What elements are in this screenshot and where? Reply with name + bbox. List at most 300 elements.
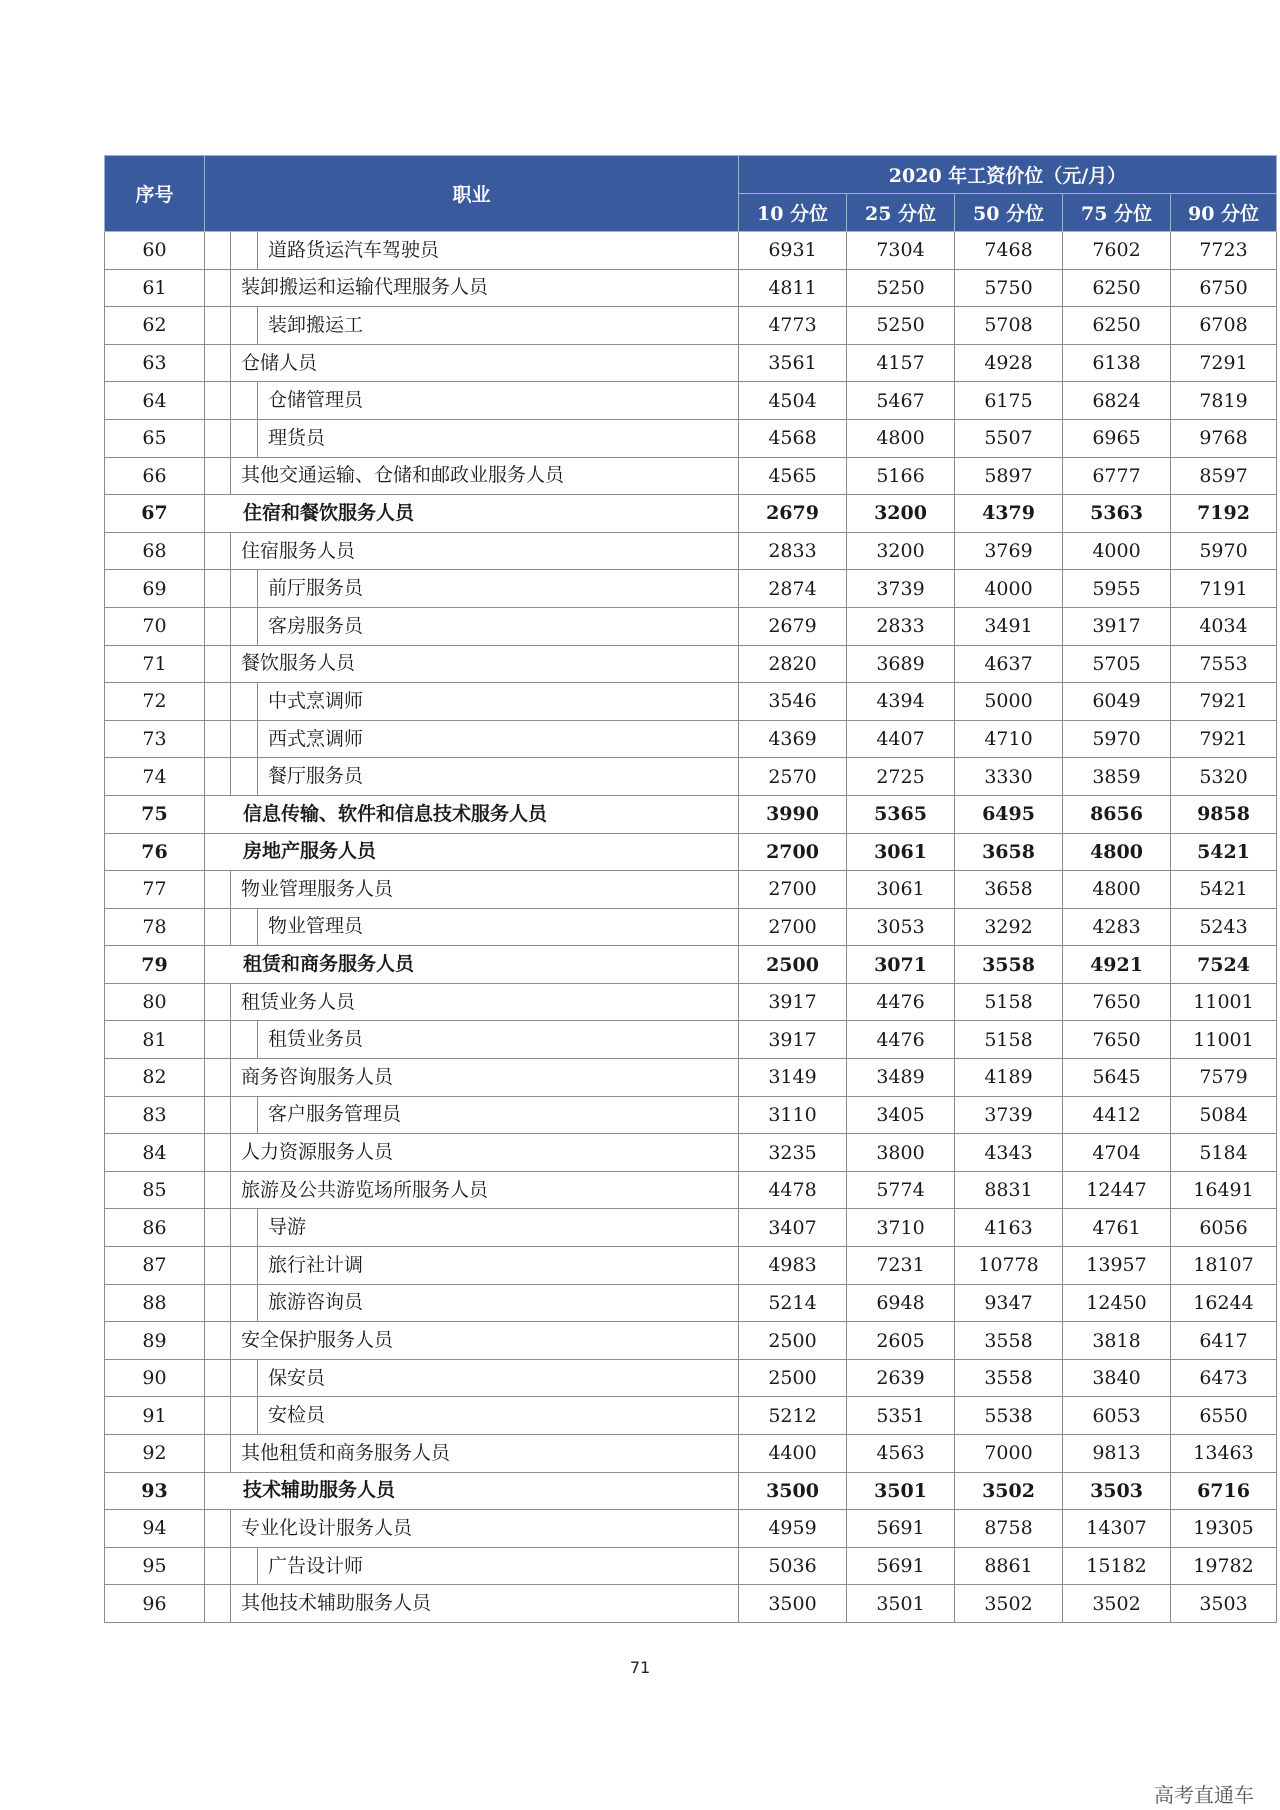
indent-cell [205, 1510, 231, 1548]
table-row [105, 1510, 1277, 1548]
indent-cell [231, 570, 258, 608]
occupation-name: 商务咨询服务人员 [231, 1059, 739, 1097]
wage-p25: 5467 [847, 382, 955, 420]
indent-cell [231, 382, 258, 420]
wage-p75: 9813 [1063, 1435, 1171, 1473]
indent-cell [205, 758, 231, 796]
wage-p50: 8831 [955, 1171, 1063, 1209]
occupation-name: 餐厅服务员 [258, 758, 739, 796]
wage-p75: 3502 [1063, 1585, 1171, 1623]
table-body [105, 232, 1277, 1623]
wage-p25: 2725 [847, 758, 955, 796]
row-index: 77 [105, 871, 205, 909]
table-row [105, 1585, 1277, 1623]
row-index: 65 [105, 419, 205, 457]
header-wage-group: 2020 年工资价位（元/月） [739, 156, 1277, 194]
wage-p10: 3110 [739, 1096, 847, 1134]
occupation-name: 导游 [258, 1209, 739, 1247]
wage-p90: 3503 [1171, 1585, 1277, 1623]
row-index: 74 [105, 758, 205, 796]
wage-p50: 8861 [955, 1547, 1063, 1585]
row-index: 92 [105, 1435, 205, 1473]
wage-p90: 18107 [1171, 1247, 1277, 1285]
occupation-name: 安检员 [258, 1397, 739, 1435]
row-index: 68 [105, 532, 205, 570]
wage-p90: 5184 [1171, 1134, 1277, 1172]
occupation-name: 租赁业务员 [258, 1021, 739, 1059]
wage-p90: 7191 [1171, 570, 1277, 608]
wage-p75: 5705 [1063, 645, 1171, 683]
header-occupation: 职业 [205, 156, 739, 232]
wage-p10: 6931 [739, 232, 847, 270]
wage-p25: 3061 [847, 871, 955, 909]
indent-cell [205, 1547, 231, 1585]
wage-p90: 16244 [1171, 1284, 1277, 1322]
wage-p90: 6750 [1171, 269, 1277, 307]
wage-p75: 12450 [1063, 1284, 1171, 1322]
occupation-name: 技术辅助服务人员 [205, 1472, 739, 1510]
wage-p75: 7650 [1063, 1021, 1171, 1059]
indent-cell [205, 344, 231, 382]
row-index: 71 [105, 645, 205, 683]
wage-p50: 3330 [955, 758, 1063, 796]
table-row [105, 382, 1277, 420]
wage-p50: 3502 [955, 1585, 1063, 1623]
wage-p25: 3489 [847, 1059, 955, 1097]
wage-p10: 5212 [739, 1397, 847, 1435]
occupation-name: 租赁业务人员 [231, 983, 739, 1021]
wage-p50: 7468 [955, 232, 1063, 270]
indent-cell [231, 1359, 258, 1397]
indent-cell [231, 1284, 258, 1322]
occupation-name: 人力资源服务人员 [231, 1134, 739, 1172]
wage-p90: 19782 [1171, 1547, 1277, 1585]
header-p50: 50 分位 [955, 194, 1063, 232]
wage-p50: 4163 [955, 1209, 1063, 1247]
occupation-name: 西式烹调师 [258, 720, 739, 758]
wage-p25: 4476 [847, 1021, 955, 1059]
wage-p25: 5365 [847, 795, 955, 833]
wage-p10: 4959 [739, 1510, 847, 1548]
occupation-name: 旅行社计调 [258, 1247, 739, 1285]
wage-p75: 15182 [1063, 1547, 1171, 1585]
occupation-name: 物业管理服务人员 [231, 871, 739, 909]
wage-p75: 4412 [1063, 1096, 1171, 1134]
wage-p10: 2679 [739, 495, 847, 533]
wage-p90: 9858 [1171, 795, 1277, 833]
table-row [105, 307, 1277, 345]
table-row [105, 1134, 1277, 1172]
row-index: 85 [105, 1171, 205, 1209]
row-index: 62 [105, 307, 205, 345]
header-p75: 75 分位 [1063, 194, 1171, 232]
occupation-name: 仓储管理员 [258, 382, 739, 420]
row-index: 78 [105, 908, 205, 946]
wage-p25: 5351 [847, 1397, 955, 1435]
table-row [105, 1209, 1277, 1247]
wage-p90: 6473 [1171, 1359, 1277, 1397]
occupation-name: 旅游咨询员 [258, 1284, 739, 1322]
occupation-name: 其他租赁和商务服务人员 [231, 1435, 739, 1473]
indent-cell [205, 269, 231, 307]
wage-p10: 3235 [739, 1134, 847, 1172]
table-row [105, 269, 1277, 307]
header-index: 序号 [105, 156, 205, 232]
wage-p10: 3546 [739, 683, 847, 721]
wage-p10: 2820 [739, 645, 847, 683]
indent-cell [231, 1096, 258, 1134]
wage-p90: 7524 [1171, 946, 1277, 984]
table-row [105, 1059, 1277, 1097]
occupation-name: 房地产服务人员 [205, 833, 739, 871]
wage-p50: 8758 [955, 1510, 1063, 1548]
wage-p50: 5750 [955, 269, 1063, 307]
indent-cell [231, 1021, 258, 1059]
wage-p75: 4000 [1063, 532, 1171, 570]
wage-p50: 5000 [955, 683, 1063, 721]
table-row [105, 1472, 1277, 1510]
wage-p25: 3061 [847, 833, 955, 871]
row-index: 88 [105, 1284, 205, 1322]
wage-p25: 5691 [847, 1510, 955, 1548]
occupation-name: 其他交通运输、仓储和邮政业服务人员 [231, 457, 739, 495]
row-index: 81 [105, 1021, 205, 1059]
indent-cell [205, 1435, 231, 1473]
wage-p90: 5243 [1171, 908, 1277, 946]
occupation-name: 装卸搬运和运输代理服务人员 [231, 269, 739, 307]
indent-cell [231, 1547, 258, 1585]
wage-p10: 3500 [739, 1585, 847, 1623]
wage-p90: 8597 [1171, 457, 1277, 495]
wage-p75: 4800 [1063, 833, 1171, 871]
indent-cell [205, 645, 231, 683]
wage-p50: 3502 [955, 1472, 1063, 1510]
row-index: 90 [105, 1359, 205, 1397]
indent-cell [205, 1247, 231, 1285]
wage-p75: 6777 [1063, 457, 1171, 495]
table-row [105, 1359, 1277, 1397]
wage-p25: 3405 [847, 1096, 955, 1134]
occupation-name: 物业管理员 [258, 908, 739, 946]
indent-cell [205, 532, 231, 570]
indent-cell [205, 1096, 231, 1134]
wage-p10: 4568 [739, 419, 847, 457]
occupation-name: 餐饮服务人员 [231, 645, 739, 683]
wage-p90: 9768 [1171, 419, 1277, 457]
wage-p10: 3990 [739, 795, 847, 833]
wage-p25: 5250 [847, 307, 955, 345]
row-index: 72 [105, 683, 205, 721]
wage-p75: 4800 [1063, 871, 1171, 909]
wage-p10: 3917 [739, 1021, 847, 1059]
wage-p25: 4394 [847, 683, 955, 721]
indent-cell [231, 720, 258, 758]
wage-p25: 4476 [847, 983, 955, 1021]
wage-p25: 7304 [847, 232, 955, 270]
wage-p50: 7000 [955, 1435, 1063, 1473]
wage-p75: 6053 [1063, 1397, 1171, 1435]
occupation-name: 住宿和餐饮服务人员 [205, 495, 739, 533]
wage-p10: 2700 [739, 833, 847, 871]
wage-p75: 12447 [1063, 1171, 1171, 1209]
indent-cell [205, 1322, 231, 1360]
wage-p25: 6948 [847, 1284, 955, 1322]
indent-cell [205, 908, 231, 946]
wage-p50: 3658 [955, 833, 1063, 871]
wage-p25: 3739 [847, 570, 955, 608]
row-index: 69 [105, 570, 205, 608]
table-row [105, 232, 1277, 270]
wage-p25: 4563 [847, 1435, 955, 1473]
wage-p90: 5320 [1171, 758, 1277, 796]
wage-p90: 6056 [1171, 1209, 1277, 1247]
header-p25: 25 分位 [847, 194, 955, 232]
wage-p50: 3491 [955, 607, 1063, 645]
indent-cell [231, 232, 258, 270]
occupation-name: 中式烹调师 [258, 683, 739, 721]
wage-p90: 7192 [1171, 495, 1277, 533]
wage-p75: 7650 [1063, 983, 1171, 1021]
wage-p25: 3501 [847, 1472, 955, 1510]
table-row [105, 1096, 1277, 1134]
wage-p50: 4379 [955, 495, 1063, 533]
wage-p25: 3200 [847, 532, 955, 570]
table-row [105, 1397, 1277, 1435]
occupation-name: 道路货运汽车驾驶员 [258, 232, 739, 270]
wage-p25: 5166 [847, 457, 955, 495]
wage-p75: 3818 [1063, 1322, 1171, 1360]
wage-p10: 4478 [739, 1171, 847, 1209]
wage-p90: 7291 [1171, 344, 1277, 382]
indent-cell [205, 983, 231, 1021]
wage-p50: 6495 [955, 795, 1063, 833]
row-index: 67 [105, 495, 205, 533]
wage-p10: 4983 [739, 1247, 847, 1285]
wage-p10: 4811 [739, 269, 847, 307]
wage-p75: 4704 [1063, 1134, 1171, 1172]
wage-p50: 4000 [955, 570, 1063, 608]
table-row [105, 683, 1277, 721]
row-index: 79 [105, 946, 205, 984]
wage-p10: 2679 [739, 607, 847, 645]
wage-p25: 3071 [847, 946, 955, 984]
occupation-name: 前厅服务员 [258, 570, 739, 608]
wage-p50: 5158 [955, 983, 1063, 1021]
wage-p25: 2605 [847, 1322, 955, 1360]
wage-p50: 3558 [955, 1322, 1063, 1360]
indent-cell [205, 570, 231, 608]
wage-p25: 4800 [847, 419, 955, 457]
header-p10: 10 分位 [739, 194, 847, 232]
occupation-name: 客户服务管理员 [258, 1096, 739, 1134]
row-index: 95 [105, 1547, 205, 1585]
wage-p90: 6716 [1171, 1472, 1277, 1510]
wage-p90: 6417 [1171, 1322, 1277, 1360]
table-row [105, 1322, 1277, 1360]
wage-p50: 3658 [955, 871, 1063, 909]
wage-p10: 3917 [739, 983, 847, 1021]
wage-p50: 5507 [955, 419, 1063, 457]
wage-p10: 4400 [739, 1435, 847, 1473]
row-index: 96 [105, 1585, 205, 1623]
occupation-name: 住宿服务人员 [231, 532, 739, 570]
indent-cell [205, 607, 231, 645]
wage-p25: 4407 [847, 720, 955, 758]
wage-p10: 2874 [739, 570, 847, 608]
wage-p25: 5250 [847, 269, 955, 307]
row-index: 70 [105, 607, 205, 645]
indent-cell [205, 1585, 231, 1623]
wage-p10: 2500 [739, 1322, 847, 1360]
wage-p10: 2833 [739, 532, 847, 570]
indent-cell [205, 1059, 231, 1097]
indent-cell [231, 683, 258, 721]
wage-p10: 3407 [739, 1209, 847, 1247]
wage-p10: 2500 [739, 1359, 847, 1397]
table-row [105, 1021, 1277, 1059]
table-row [105, 908, 1277, 946]
table-row [105, 720, 1277, 758]
wage-p75: 6138 [1063, 344, 1171, 382]
wage-p50: 4928 [955, 344, 1063, 382]
wage-p75: 3859 [1063, 758, 1171, 796]
wage-p50: 5158 [955, 1021, 1063, 1059]
wage-p90: 5421 [1171, 871, 1277, 909]
wage-p90: 5421 [1171, 833, 1277, 871]
wage-p75: 5970 [1063, 720, 1171, 758]
wage-p50: 5538 [955, 1397, 1063, 1435]
row-index: 84 [105, 1134, 205, 1172]
occupation-name: 其他技术辅助服务人员 [231, 1585, 739, 1623]
wage-p10: 3561 [739, 344, 847, 382]
wage-p25: 3200 [847, 495, 955, 533]
wage-p75: 3840 [1063, 1359, 1171, 1397]
wage-p10: 4504 [739, 382, 847, 420]
wage-p50: 10778 [955, 1247, 1063, 1285]
indent-cell [205, 1284, 231, 1322]
table-row [105, 1435, 1277, 1473]
indent-cell [231, 1397, 258, 1435]
wage-p90: 7819 [1171, 382, 1277, 420]
occupation-name: 装卸搬运工 [258, 307, 739, 345]
wage-p50: 3292 [955, 908, 1063, 946]
indent-cell [231, 908, 258, 946]
wage-p25: 3689 [847, 645, 955, 683]
table-row [105, 645, 1277, 683]
table-row [105, 532, 1277, 570]
row-index: 75 [105, 795, 205, 833]
wage-p50: 6175 [955, 382, 1063, 420]
wage-p75: 6250 [1063, 307, 1171, 345]
wage-p10: 5214 [739, 1284, 847, 1322]
indent-cell [205, 720, 231, 758]
row-index: 93 [105, 1472, 205, 1510]
table-row [105, 1171, 1277, 1209]
table-row [105, 570, 1277, 608]
indent-cell [231, 307, 258, 345]
wage-p25: 4157 [847, 344, 955, 382]
wage-p50: 4637 [955, 645, 1063, 683]
wage-p50: 3739 [955, 1096, 1063, 1134]
occupation-name: 专业化设计服务人员 [231, 1510, 739, 1548]
row-index: 61 [105, 269, 205, 307]
wage-p75: 7602 [1063, 232, 1171, 270]
occupation-name: 信息传输、软件和信息技术服务人员 [205, 795, 739, 833]
wage-p90: 16491 [1171, 1171, 1277, 1209]
table-row [105, 457, 1277, 495]
table-row [105, 344, 1277, 382]
wage-p90: 19305 [1171, 1510, 1277, 1548]
table-row [105, 1247, 1277, 1285]
indent-cell [231, 1209, 258, 1247]
row-index: 82 [105, 1059, 205, 1097]
occupation-name: 客房服务员 [258, 607, 739, 645]
indent-cell [205, 457, 231, 495]
watermark: 高考直通车 [1154, 1783, 1254, 1807]
wage-p10: 2700 [739, 908, 847, 946]
indent-cell [205, 1397, 231, 1435]
wage-p90: 7921 [1171, 720, 1277, 758]
row-index: 80 [105, 983, 205, 1021]
row-index: 64 [105, 382, 205, 420]
wage-p75: 3503 [1063, 1472, 1171, 1510]
wage-p25: 5691 [847, 1547, 955, 1585]
indent-cell [205, 419, 231, 457]
occupation-name: 保安员 [258, 1359, 739, 1397]
wage-p25: 3800 [847, 1134, 955, 1172]
indent-cell [205, 1359, 231, 1397]
wage-p75: 3917 [1063, 607, 1171, 645]
wage-p75: 13957 [1063, 1247, 1171, 1285]
occupation-name: 仓储人员 [231, 344, 739, 382]
wage-table [104, 155, 1277, 1623]
wage-p50: 4189 [955, 1059, 1063, 1097]
table-row [105, 1284, 1277, 1322]
row-index: 94 [105, 1510, 205, 1548]
wage-p25: 7231 [847, 1247, 955, 1285]
indent-cell [231, 607, 258, 645]
wage-p75: 8656 [1063, 795, 1171, 833]
occupation-name: 广告设计师 [258, 1547, 739, 1585]
wage-p75: 4283 [1063, 908, 1171, 946]
row-index: 60 [105, 232, 205, 270]
row-index: 87 [105, 1247, 205, 1285]
wage-p50: 5897 [955, 457, 1063, 495]
wage-p25: 5774 [847, 1171, 955, 1209]
indent-cell [205, 1021, 231, 1059]
wage-p10: 2570 [739, 758, 847, 796]
wage-p75: 6250 [1063, 269, 1171, 307]
wage-p90: 5970 [1171, 532, 1277, 570]
indent-cell [205, 1209, 231, 1247]
wage-p50: 4710 [955, 720, 1063, 758]
indent-cell [205, 307, 231, 345]
wage-p50: 5708 [955, 307, 1063, 345]
wage-p10: 4369 [739, 720, 847, 758]
indent-cell [205, 1171, 231, 1209]
row-index: 83 [105, 1096, 205, 1134]
wage-p10: 4565 [739, 457, 847, 495]
header-p90: 90 分位 [1171, 194, 1277, 232]
table-row [105, 946, 1277, 984]
wage-p25: 3501 [847, 1585, 955, 1623]
wage-p75: 6824 [1063, 382, 1171, 420]
table-row [105, 495, 1277, 533]
wage-p90: 4034 [1171, 607, 1277, 645]
wage-p10: 5036 [739, 1547, 847, 1585]
wage-p90: 7553 [1171, 645, 1277, 683]
wage-p90: 7723 [1171, 232, 1277, 270]
